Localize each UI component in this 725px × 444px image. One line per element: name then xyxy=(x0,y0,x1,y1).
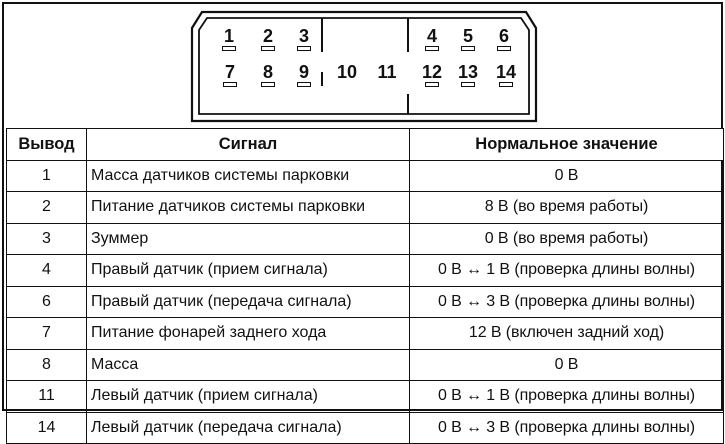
normal-value: 0 В xyxy=(410,349,724,381)
connector-pin-contact xyxy=(297,82,311,87)
table-row xyxy=(7,286,724,318)
connector-pin-contact xyxy=(223,82,237,87)
header-value: Нормальное значение xyxy=(410,129,724,161)
connector-pin-label: 4 xyxy=(426,26,437,46)
normal-value: 0 В ↔ 1 В (проверка длины волны) xyxy=(410,255,724,287)
normal-value: 0 В xyxy=(410,160,724,192)
connector-pin-contact xyxy=(461,46,475,51)
connector-pin-label: 7 xyxy=(224,62,235,82)
connector-pin-contact xyxy=(425,82,439,87)
normal-value: 0 В ↔ 1 В (проверка длины волны) xyxy=(410,381,724,413)
connector-pin-label: 1 xyxy=(223,26,234,46)
table-row xyxy=(7,223,724,255)
pin-number: 6 xyxy=(7,286,87,318)
connector-pin-label: 10 xyxy=(336,62,358,82)
pin-number: 2 xyxy=(7,192,87,224)
signal-name: Левый датчик (передача сигнала) xyxy=(87,412,410,444)
normal-value: 8 В (во время работы) xyxy=(410,192,724,224)
connector-diagram xyxy=(6,6,723,126)
connector-pin-contact xyxy=(497,46,511,51)
table-row xyxy=(7,381,724,413)
table-row xyxy=(7,412,724,444)
connector-pin-contact xyxy=(261,82,275,87)
pinout-table xyxy=(6,128,724,444)
normal-value: 0 В (во время работы) xyxy=(410,223,724,255)
table-row xyxy=(7,160,724,192)
pin-number: 11 xyxy=(7,381,87,413)
connector-pin-label: 2 xyxy=(262,26,273,46)
signal-name: Питание фонарей заднего хода xyxy=(87,318,410,350)
connector-pin-label: 14 xyxy=(495,62,517,82)
document-frame xyxy=(2,2,723,436)
connector-pin-contact xyxy=(425,46,439,51)
connector-pin-label: 12 xyxy=(421,62,443,82)
connector-outline xyxy=(6,6,723,126)
signal-name: Масса xyxy=(87,349,410,381)
connector-pin-label: 5 xyxy=(462,26,473,46)
table-header-row xyxy=(7,129,724,161)
pin-number: 3 xyxy=(7,223,87,255)
connector-pin-contact xyxy=(461,82,475,87)
normal-value: 0 В ↔ 3 В (проверка длины волны) xyxy=(410,286,724,318)
pin-number: 14 xyxy=(7,412,87,444)
signal-name: Зуммер xyxy=(87,223,410,255)
normal-value: 12 В (включен задний ход) xyxy=(410,318,724,350)
table-row xyxy=(7,255,724,287)
pin-number: 7 xyxy=(7,318,87,350)
signal-name: Правый датчик (передача сигнала) xyxy=(87,286,410,318)
table-row xyxy=(7,349,724,381)
table-row xyxy=(7,192,724,224)
table-row xyxy=(7,318,724,350)
connector-pin-label: 11 xyxy=(377,62,397,82)
pin-number: 8 xyxy=(7,349,87,381)
connector-pin-label: 9 xyxy=(298,62,309,82)
connector-pin-label: 8 xyxy=(262,62,273,82)
connector-pin-label: 3 xyxy=(298,26,309,46)
signal-name: Левый датчик (прием сигнала) xyxy=(87,381,410,413)
header-pin: Вывод xyxy=(7,129,87,161)
connector-pin-label: 13 xyxy=(457,62,479,82)
normal-value: 0 В ↔ 3 В (проверка длины волны) xyxy=(410,412,724,444)
pin-number: 1 xyxy=(7,160,87,192)
signal-name: Правый датчик (прием сигнала) xyxy=(87,255,410,287)
connector-pin-contact xyxy=(297,46,311,51)
pin-number: 4 xyxy=(7,255,87,287)
connector-pin-label: 6 xyxy=(498,26,509,46)
signal-name: Питание датчиков системы парковки xyxy=(87,192,410,224)
header-signal: Сигнал xyxy=(87,129,410,161)
signal-name: Масса датчиков системы парковки xyxy=(87,160,410,192)
connector-pin-contact xyxy=(499,82,513,87)
connector-pin-contact xyxy=(261,46,275,51)
connector-pin-contact xyxy=(222,46,236,51)
